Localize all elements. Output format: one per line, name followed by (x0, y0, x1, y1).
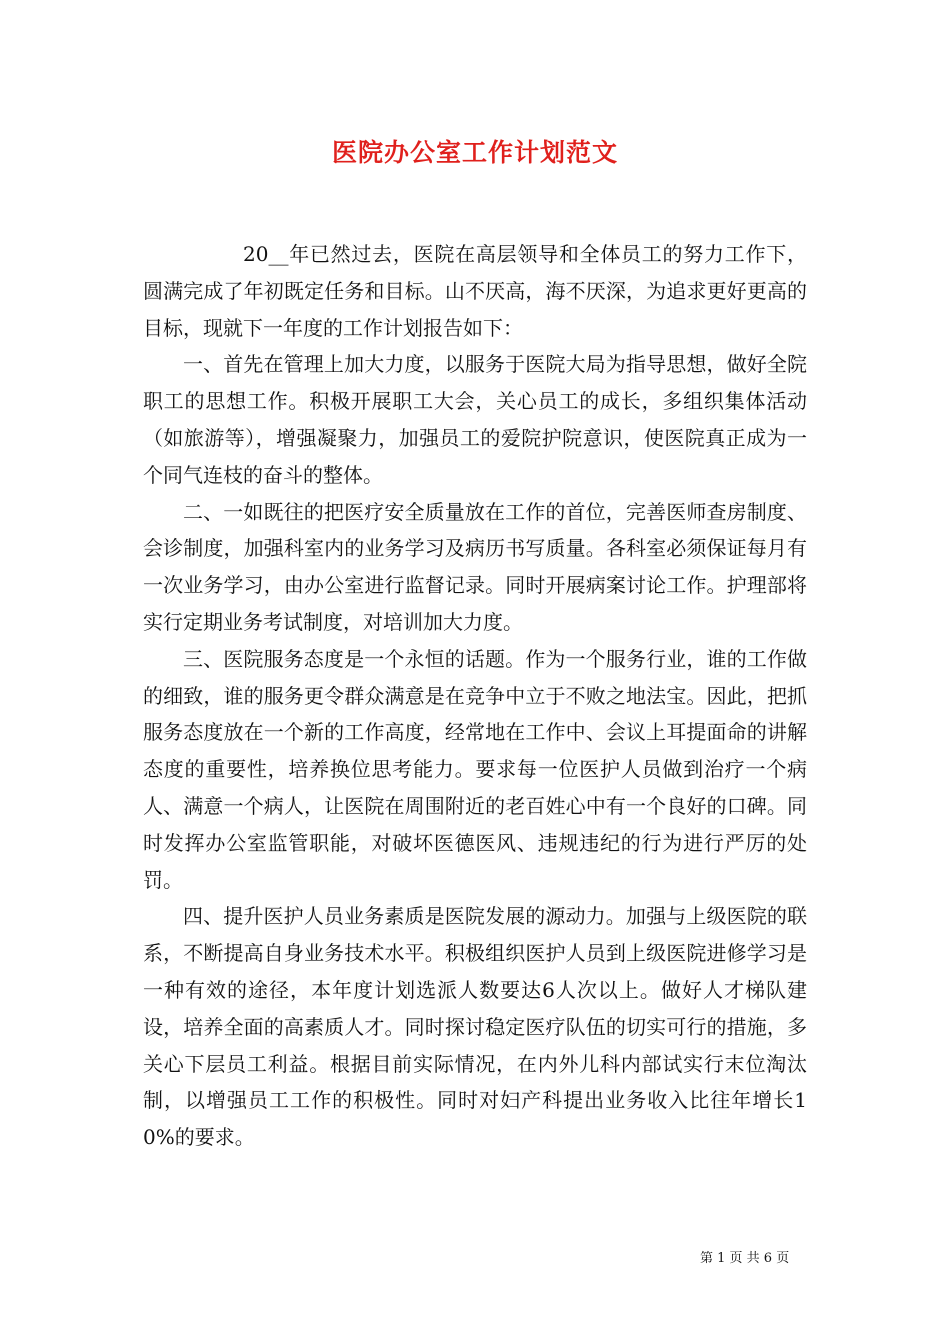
document-body (143, 236, 807, 1156)
page-number-footer: 第 1 页 共 6 页 (700, 1251, 790, 1266)
document-title: 医院办公室工作计划范文 (331, 138, 618, 167)
paragraph-1: 一、首先在管理上加大力度，以服务于医院大局为指导思想，做好全院职工的思想工作。积极开展职工大会，关心员工的成长，多组织集体活动（如旅游等），增强凝聚力，加强员工的爱院护院意识，使医院真正成为一个同气连枝的奋斗的整体。 (143, 352, 807, 487)
paragraph-3: 三、医院服务态度是一个永恒的话题。作为一个服务行业，谁的工作做的细致，谁的服务更令群众满意是在竞争中立于不败之地法宝。因此，把抓服务态度放在一个新的工作高度，经常地在工作中、会议上耳提面命的讲解态度的重要性，培养换位思考能力。要求每一位医护人员做到治疗一个病人、满意一个病人，让医院在周围附近的老百姓心中有一个良好的口碑。同时发挥办公室监管职能，对破坏医德医风、违规违纪的行为进行严厉的处罚。 (143, 646, 807, 892)
paragraph-4: 四、提升医护人员业务素质是医院发展的源动力。加强与上级医院的联系，不断提高自身业务技术水平。积极组织医护人员到上级医院进修学习是一种有效的途径，本年度计划选派人数要达6人次以上。做好人才梯队建设，培养全面的高素质人才。同时探讨稳定医疗队伍的切实可行的措施，多关心下层员工利益。根据目前实际情况，在内外儿科内部试实行末位淘汰制，以增强员工工作的积极性。同时对妇产科提出业务收入比往年增长10%的要求。 (143, 904, 807, 1150)
paragraph-2: 二、一如既往的把医疗安全质量放在工作的首位，完善医师查房制度、会诊制度，加强科室内的业务学习及病历书写质量。各科室必须保证每月有一次业务学习，由办公室进行监督记录。同时开展病案讨论工作。护理部将实行定期业务考试制度，对培训加大力度。 (143, 499, 807, 634)
paragraph-intro: 20__年已然过去，医院在高层领导和全体员工的努力工作下，圆满完成了年初既定任务和目标。山不厌高，海不厌深，为追求更好更高的目标，现就下一年度的工作计划报告如下： (143, 242, 807, 340)
